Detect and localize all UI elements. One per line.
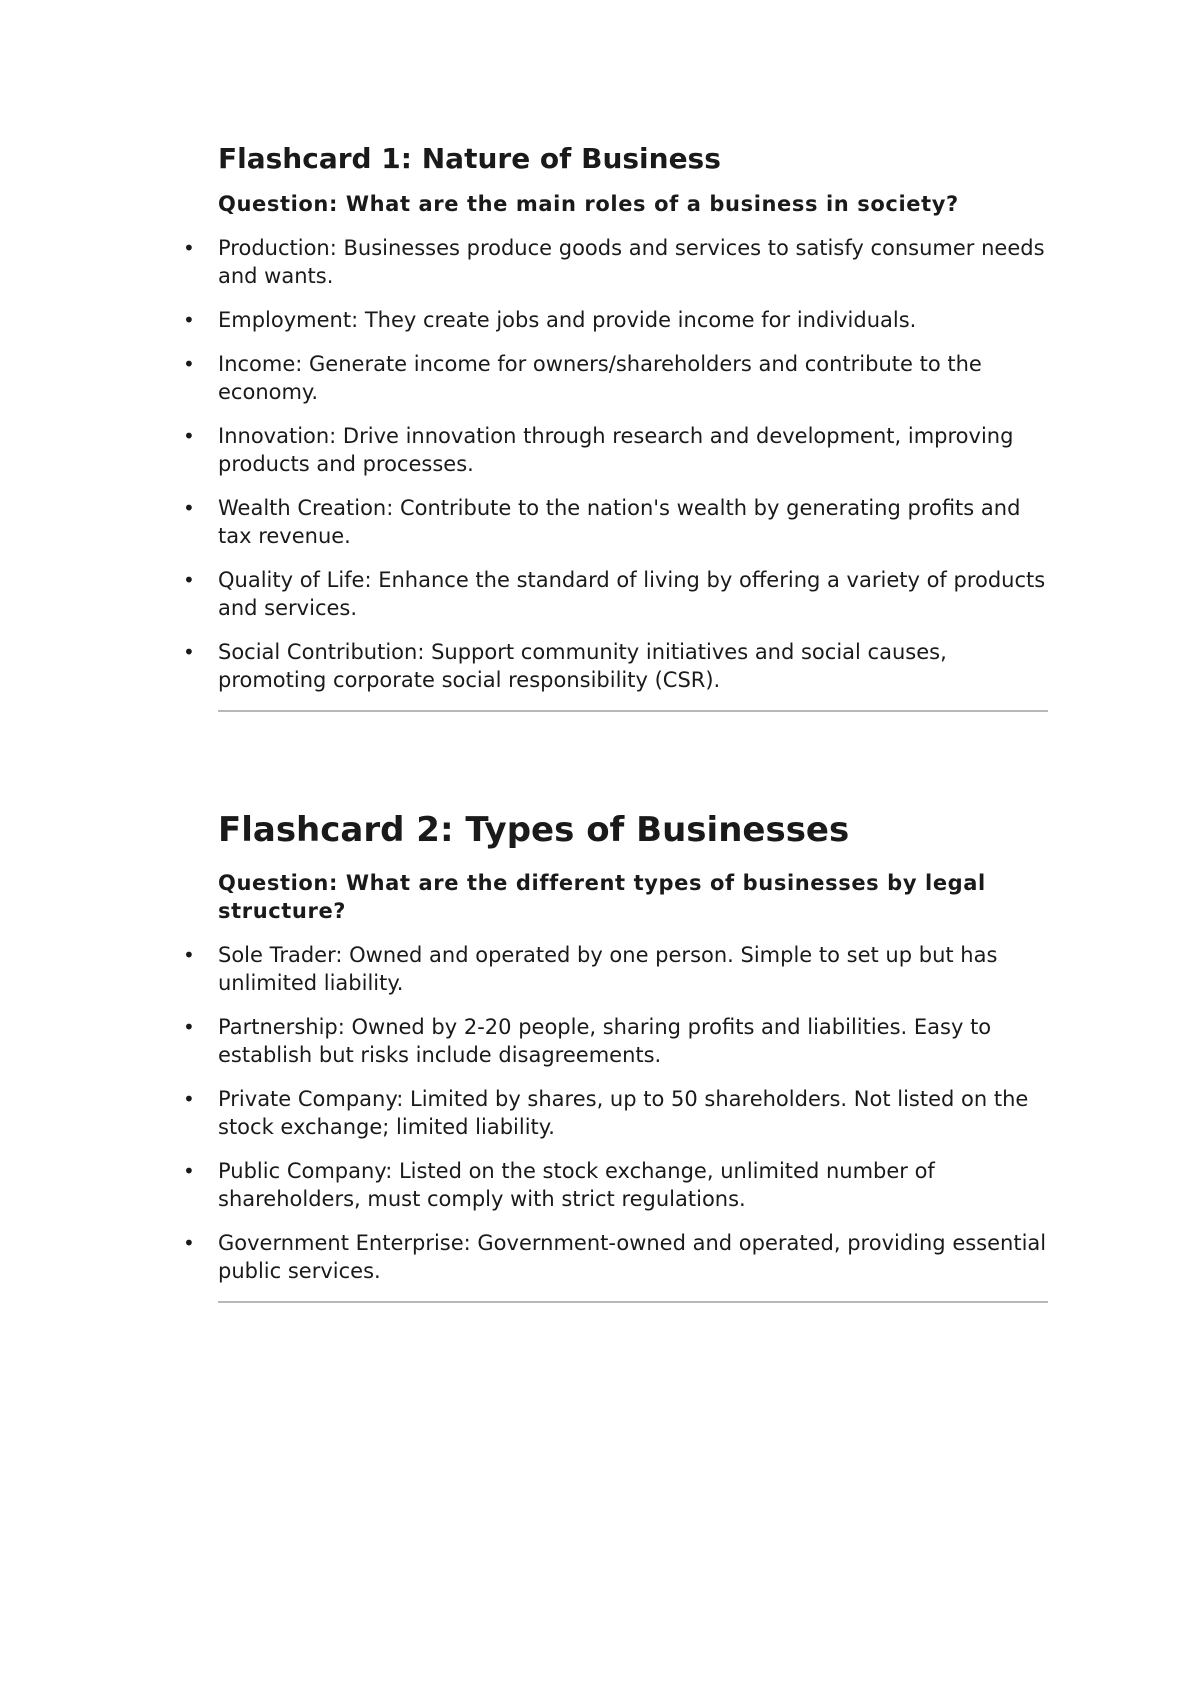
answer-list bbox=[218, 941, 1048, 1285]
list-item: • Partnership: Owned by 2-20 people, sharing profits and liabilities. Easy to establish but risks include disagreements. bbox=[218, 1013, 1048, 1069]
list-item: • Sole Trader: Owned and operated by one person. Simple to set up but has unlimited liability. bbox=[218, 941, 1048, 997]
flashcard-question: Question: What are the main roles of a business in society? bbox=[218, 191, 959, 216]
list-item: • Employment: They create jobs and provide income for individuals. bbox=[218, 306, 1048, 334]
list-item: • Income: Generate income for owners/shareholders and contribute to the economy. bbox=[218, 350, 1048, 406]
flashcard-1 bbox=[218, 142, 1048, 712]
flashcard-2 bbox=[218, 810, 1048, 1303]
list-item: • Wealth Creation: Contribute to the nation's wealth by generating profits and tax revenue. bbox=[218, 494, 1048, 550]
list-item: • Innovation: Drive innovation through research and development, improving products and processes. bbox=[218, 422, 1048, 478]
list-item: • Quality of Life: Enhance the standard of living by offering a variety of products and services. bbox=[218, 566, 1048, 622]
flashcard-title: Flashcard 2: Types of Businesses bbox=[218, 810, 850, 850]
section-divider bbox=[218, 710, 1048, 712]
flashcard-question: Question: What are the different types of businesses by legal structure? bbox=[218, 870, 986, 923]
flashcard-title: Flashcard 1: Nature of Business bbox=[218, 142, 721, 175]
list-item: • Public Company: Listed on the stock exchange, unlimited number of shareholders, must comply with strict regulations. bbox=[218, 1157, 1048, 1213]
answer-list bbox=[218, 234, 1048, 694]
list-item: • Social Contribution: Support community initiatives and social causes, promoting corporate social responsibility (CSR). bbox=[218, 638, 1048, 694]
list-item: • Private Company: Limited by shares, up to 50 shareholders. Not listed on the stock exchange; limited liability. bbox=[218, 1085, 1048, 1141]
list-item: • Government Enterprise: Government-owned and operated, providing essential public services. bbox=[218, 1229, 1048, 1285]
section-divider bbox=[218, 1301, 1048, 1303]
list-item: • Production: Businesses produce goods and services to satisfy consumer needs and wants. bbox=[218, 234, 1048, 290]
